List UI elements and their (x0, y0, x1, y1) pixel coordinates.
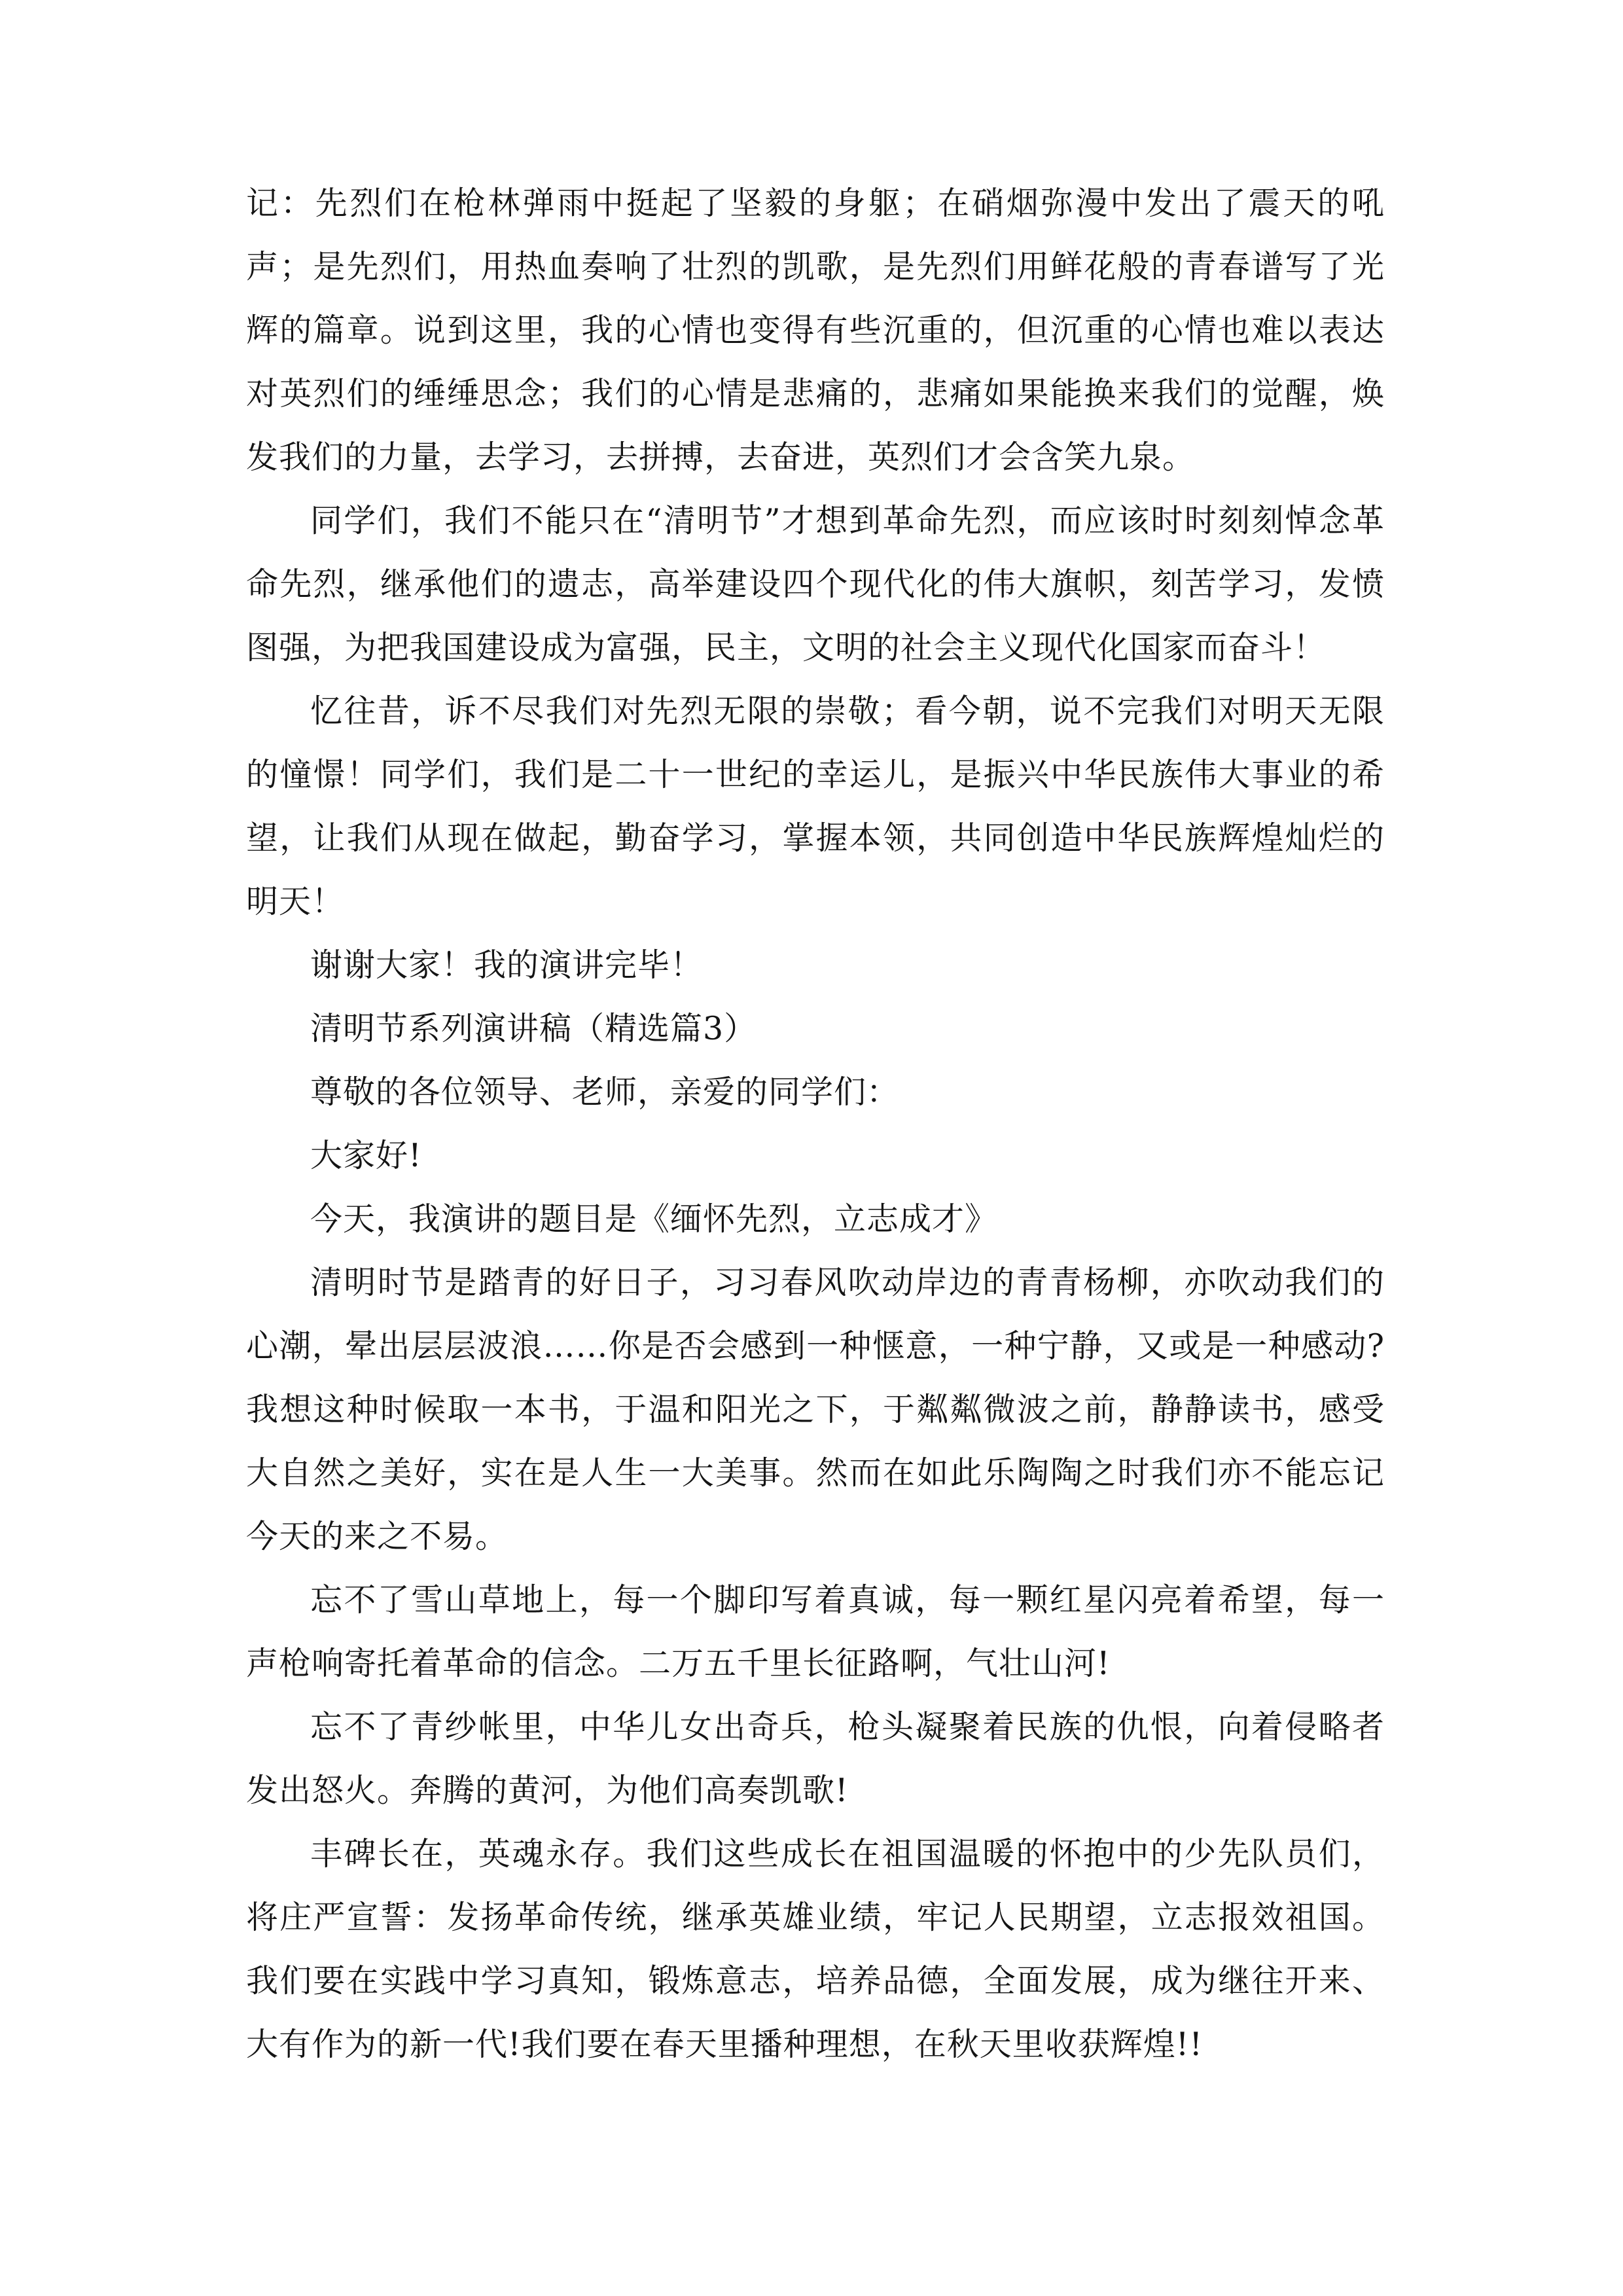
paragraph-11: 忘不了青纱帐里，中华儿女出奇兵，枪头凝聚着民族的仇恨，向着侵略者发出怒火。奔腾的黄河，为他们高奏凯歌! (246, 1708, 1385, 1809)
paragraph-10: 忘不了雪山草地上，每一个脚印写着真诚，每一颗红星闪亮着希望，每一声枪响寄托着革命的信念。二万五千里长征路啊，气壮山河! (246, 1581, 1385, 1682)
greeting: 大家好! (310, 1137, 422, 1174)
document-body (246, 171, 1385, 2076)
paragraph-3: 忆往昔，诉不尽我们对先烈无限的崇敬；看今朝，说不完我们对明天无限的憧憬！同学们，我们是二十一世纪的幸运儿，是振兴中华民族伟大事业的希望，让我们从现在做起，勤奋学习，掌握本领，共同创造中华民族辉煌灿烂的明天！ (246, 692, 1385, 920)
paragraph-12: 丰碑长在，英魂永存。我们这些成长在祖国温暖的怀抱中的少先队员们，将庄严宣誓：发扬革命传统，继承英雄业绩，牢记人民期望，立志报效祖国。我们要在实践中学习真知，锻炼意志，培养品德，全面发展，成为继往开来、大有作为的新一代!我们要在春天里播种理想，在秋天里收获辉煌!! (246, 1835, 1385, 2063)
paragraph-1: 记：先烈们在枪林弹雨中挺起了坚毅的身躯；在硝烟弥漫中发出了震天的吼声；是先烈们，用热血奏响了壮烈的凯歌，是先烈们用鲜花般的青春谱写了光辉的篇章。说到这里，我的心情也变得有些沉重的，但沉重的心情也难以表达对英烈们的缍缍思念；我们的心情是悲痛的，悲痛如果能换来我们的觉醒，焕发我们的力量，去学习，去拼搏，去奋进，英烈们才会含笑九泉。 (246, 185, 1385, 476)
section-heading: 清明节系列演讲稿（精选篇3） (310, 1010, 757, 1047)
paragraph-2: 同学们，我们不能只在“清明节”才想到革命先烈，而应该时时刻刻悼念革命先烈，继承他们的遗志，高举建设四个现代化的伟大旗帜，刻苦学习，发愤图强，为把我国建设成为富强，民主，文明的社会主义现代化国家而奋斗！ (246, 502, 1385, 666)
speech-title-line: 今天，我演讲的题目是《缅怀先烈，立志成才》 (310, 1200, 998, 1238)
paragraph-4: 谢谢大家！我的演讲完毕！ (310, 946, 704, 984)
paragraph-9: 清明时节是踏青的好日子，习习春风吹动岸边的青青杨柳，亦吹动我们的心潮，晕出层层波浪……你是否会感到一种惬意，一种宁静，又或是一种感动?我想这种时候取一本书，于温和阳光之下，于粼粼微波之前，静静读书，感受大自然之美好，实在是人生一大美事。然而在如此乐陶陶之时我们亦不能忘记今天的来之不易。 (246, 1264, 1385, 1555)
salutation: 尊敬的各位领导、老师，亲爱的同学们： (310, 1073, 900, 1111)
